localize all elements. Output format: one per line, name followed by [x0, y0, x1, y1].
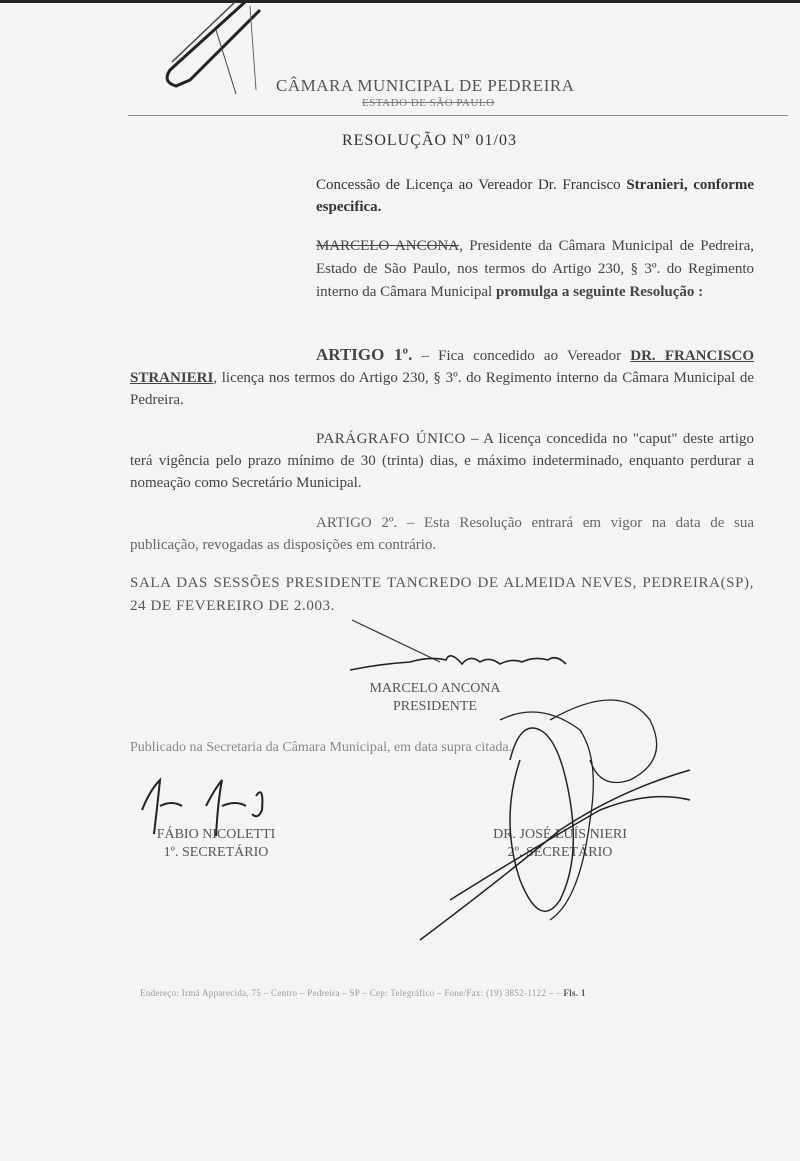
ementa-bold-text: Stranieri, conforme especifica. [316, 177, 755, 215]
resolution-preamble [316, 235, 754, 304]
article-1-text-b: , licença nos termos do Artigo 230, § 3º. do Regimento interno da Câmara Municipal de Pedreira. [130, 370, 754, 408]
resolution-title: RESOLUÇÃO Nº 01/03 [342, 132, 517, 149]
article-1 [130, 344, 754, 411]
ementa-text: Concessão de Licença ao Vereador Dr. Francisco [316, 177, 621, 193]
second-secretary-role: 2º. SECRETÁRIO [507, 845, 613, 860]
article-2-text: – Esta Resolução entrará em vigor na data de sua publicação, revogadas as disposições em contrário. [130, 515, 754, 553]
president-role: PRESIDENTE [393, 699, 477, 714]
first-secretary-role: 1º. SECRETÁRIO [163, 845, 269, 860]
first-secretary-name: FÁBIO NICOLETTI [156, 827, 276, 842]
first-secretary-block [126, 826, 306, 862]
article-1-text-a: – Fica concedido ao Vereador [412, 348, 631, 364]
second-secretary-block [460, 826, 660, 862]
footer-page-number: Fls. 1 [563, 988, 586, 998]
paragraph-label: PARÁGRAFO ÚNICO [316, 431, 466, 447]
article-1-name: DR. FRANCISCO STRANIERI [130, 348, 755, 386]
article-2 [130, 512, 754, 556]
article-1-label: ARTIGO 1º. [316, 345, 413, 364]
page-footer [140, 988, 760, 998]
president-name: MARCELO ANCONA [369, 681, 501, 696]
header-divider [128, 115, 788, 116]
preamble-bold: promulga a seguinte Resolução : [495, 284, 704, 300]
president-signature-block [330, 680, 540, 716]
article-2-label: ARTIGO 2º. [316, 515, 398, 531]
second-secretary-name: DR. JOSÉ LUÍS NIERI [493, 827, 627, 842]
paper-clip-icon [150, 0, 290, 100]
paragraph-text: – A licença concedida no "caput" deste artigo terá vigência pelo prazo mínimo de 30 (trinta) dias, e máximo indeterminado, enquanto perdurar a nomeação como Secretário Municipal. [130, 431, 755, 491]
published-note: Publicado na Secretaria da Câmara Municipal, em data supra citada. [130, 740, 513, 755]
institution-name: CÂMARA MUNICIPAL DE PEDREIRA [276, 76, 575, 95]
footer-address: Endereço: Irmã Apparecida, 75 – Centro – Pedreira – SP – Cep: Telegráfico – Fone/Fax: (19) 3852-1122 – – [140, 988, 561, 998]
preamble-text: , Presidente da Câmara Municipal de Pedreira, Estado de São Paulo, nos termos do Artigo 230, § 3º. do Regimento interno da Câmara Municipal [316, 238, 754, 300]
resolution-ementa [316, 174, 754, 218]
preamble-name: MARCELO ANCONA [316, 238, 460, 254]
state-name: ESTADO DE SÃO PAULO [362, 97, 495, 109]
paragraph-unico [130, 428, 754, 494]
closing-place-date: SALA DAS SESSÕES PRESIDENTE TANCREDO DE ALMEIDA NEVES, PEDREIRA(SP), 24 DE FEVEREIRO DE 2.003. [130, 575, 754, 614]
top-edge-rule [0, 0, 800, 3]
